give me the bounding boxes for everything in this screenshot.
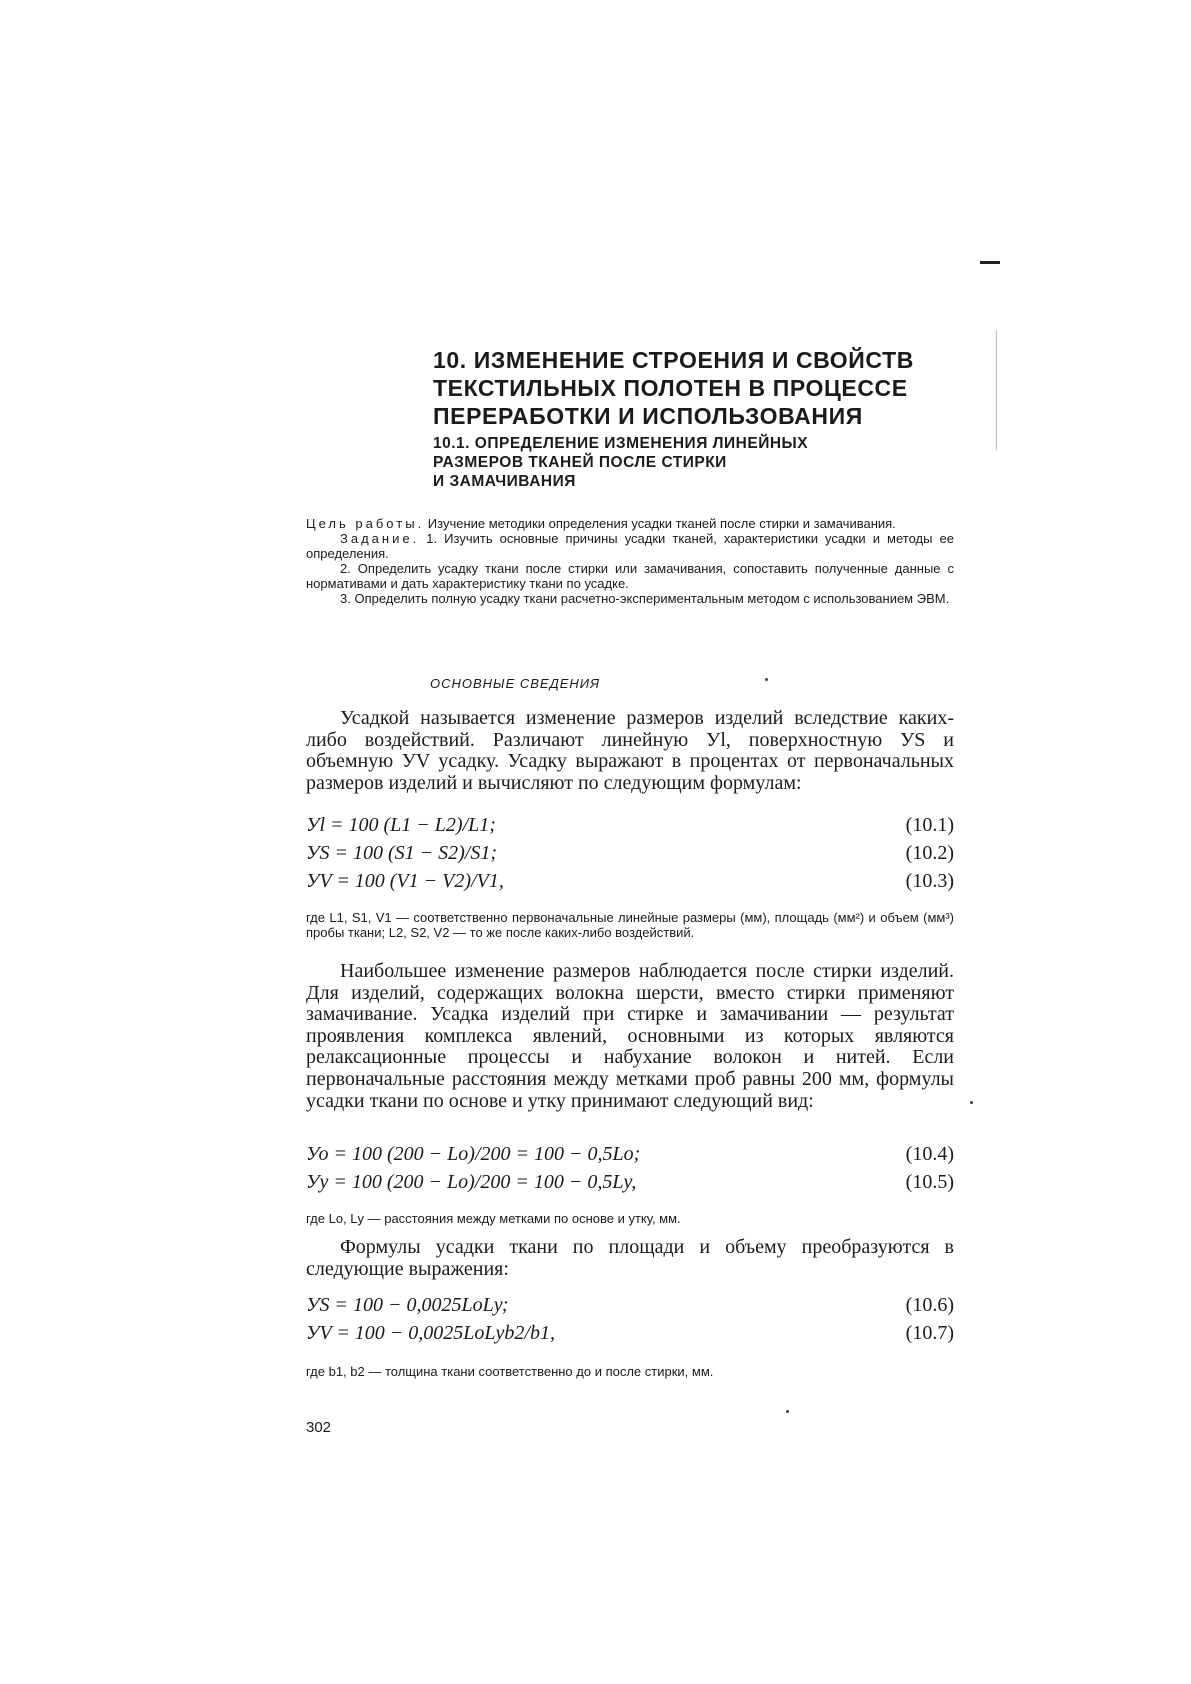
margin-edge-mark xyxy=(996,330,997,450)
paragraph-area-volume xyxy=(306,1237,954,1280)
basic-info-label: ОСНОВНЫЕ СВЕДЕНИЯ xyxy=(430,676,600,691)
formula-10-3 xyxy=(306,870,954,896)
formula-expression: УV = 100 − 0,0025LоLуb2/b1, xyxy=(306,1322,555,1344)
paragraph-shrinkage-definition xyxy=(306,708,954,794)
formula-note-3 xyxy=(306,1364,954,1379)
work-intro xyxy=(306,516,954,606)
formula-expression: Уо = 100 (200 − Lо)/200 = 100 − 0,5Lо; xyxy=(306,1143,641,1165)
section-heading xyxy=(433,434,953,491)
formula-number: (10.1) xyxy=(905,814,954,836)
formula-number: (10.6) xyxy=(905,1294,954,1316)
paragraph-3-text: Формулы усадки ткани по площади и объему преобразуются в следующие выражения: xyxy=(306,1236,954,1280)
formula-number: (10.4) xyxy=(905,1143,954,1165)
chapter-heading-line-3: ПЕРЕРАБОТКИ И ИСПОЛЬЗОВАНИЯ xyxy=(433,403,863,429)
formula-expression: Уl = 100 (L1 − L2)/L1; xyxy=(306,814,496,836)
paragraph-2-text: Наибольшее изменение размеров наблюдается после стирки изделий. Для изделий, содержащих волокна шерсти, вместо стирки применяют замачивание. Усадка изделий при стирке и замачивании — результат проявления комплекса явлений, основными из которых являются релаксационные процессы и набухание волокон и нитей. Если первоначальные расстояния между метками проб равны 200 мм, формулы усадки ткани по основе и утку принимают следующий вид: xyxy=(306,960,954,1112)
chapter-heading-line-2: ТЕКСТИЛЬНЫХ ПОЛОТЕН В ПРОЦЕССЕ xyxy=(433,375,908,401)
task-label: Задание. xyxy=(340,531,420,546)
formula-expression: УS = 100 − 0,0025LоLу; xyxy=(306,1294,509,1316)
formula-number: (10.3) xyxy=(905,870,954,892)
goal-text: Изучение методики определения усадки тканей после стирки и замачивания. xyxy=(427,516,896,531)
formula-note-2 xyxy=(306,1211,954,1226)
paragraph-1-text: Усадкой называется изменение размеров изделий вследствие каких-либо воздействий. Различают линейную Уl, поверхностную УS и объемную УV усадку. Усадку выражают в процентах от первоначальных размеров изделий и вычисляют по следующим формулам: xyxy=(306,707,954,794)
formula-number: (10.7) xyxy=(905,1322,954,1344)
paragraph-washing xyxy=(306,961,954,1112)
margin-dash-mark xyxy=(980,261,1000,264)
section-heading-line-3: И ЗАМАЧИВАНИЯ xyxy=(433,473,576,490)
chapter-heading-line-1: 10. ИЗМЕНЕНИЕ СТРОЕНИЯ И СВОЙСТВ xyxy=(433,347,914,373)
section-heading-line-2: РАЗМЕРОВ ТКАНЕЙ ПОСЛЕ СТИРКИ xyxy=(433,454,727,471)
note-1-text: где L1, S1, V1 — соответственно первоначальные линейные размеры (мм), площадь (мм²) и объем (мм³) пробы ткани; L2, S2, V2 — то же после каких-либо воздействий. xyxy=(306,910,954,940)
chapter-heading xyxy=(433,346,953,430)
print-speck xyxy=(970,1101,973,1104)
task-paragraph-2: 2. Определить усадку ткани после стирки или замачивания, сопоставить полученные данные с нормативами и дать характеристику ткани по усадке. xyxy=(306,561,954,591)
print-speck xyxy=(786,1410,789,1413)
formula-expression: УV = 100 (V1 − V2)/V1, xyxy=(306,870,504,892)
task-paragraph-1 xyxy=(306,531,954,561)
goal-label: Цель работы. xyxy=(306,516,425,531)
note-3-text: где b1, b2 — толщина ткани соответственно до и после стирки, мм. xyxy=(306,1364,714,1379)
formula-10-4 xyxy=(306,1143,954,1169)
formula-10-2 xyxy=(306,842,954,868)
formula-10-6 xyxy=(306,1294,954,1320)
formula-10-5 xyxy=(306,1171,954,1197)
note-2-text: где Lо, Lу — расстояния между метками по основе и утку, мм. xyxy=(306,1211,681,1226)
section-heading-line-1: 10.1. ОПРЕДЕЛЕНИЕ ИЗМЕНЕНИЯ ЛИНЕЙНЫХ xyxy=(433,435,809,452)
formula-10-1 xyxy=(306,814,954,840)
task-paragraph-3: 3. Определить полную усадку ткани расчетно-экспериментальным методом с использованием ЭВМ. xyxy=(340,591,950,606)
formula-expression: Уу = 100 (200 − Lо)/200 = 100 − 0,5Lу, xyxy=(306,1171,637,1193)
page-number: 302 xyxy=(306,1419,332,1436)
formula-number: (10.5) xyxy=(905,1171,954,1193)
formula-10-7 xyxy=(306,1322,954,1348)
task-1-text: 1. Изучить основные причины усадки тканей, характеристики усадки и методы ее определения. xyxy=(306,531,954,561)
formula-expression: УS = 100 (S1 − S2)/S1; xyxy=(306,842,497,864)
formula-note-1 xyxy=(306,910,954,940)
print-speck xyxy=(765,678,768,681)
formula-number: (10.2) xyxy=(905,842,954,864)
goal-paragraph xyxy=(306,516,954,531)
